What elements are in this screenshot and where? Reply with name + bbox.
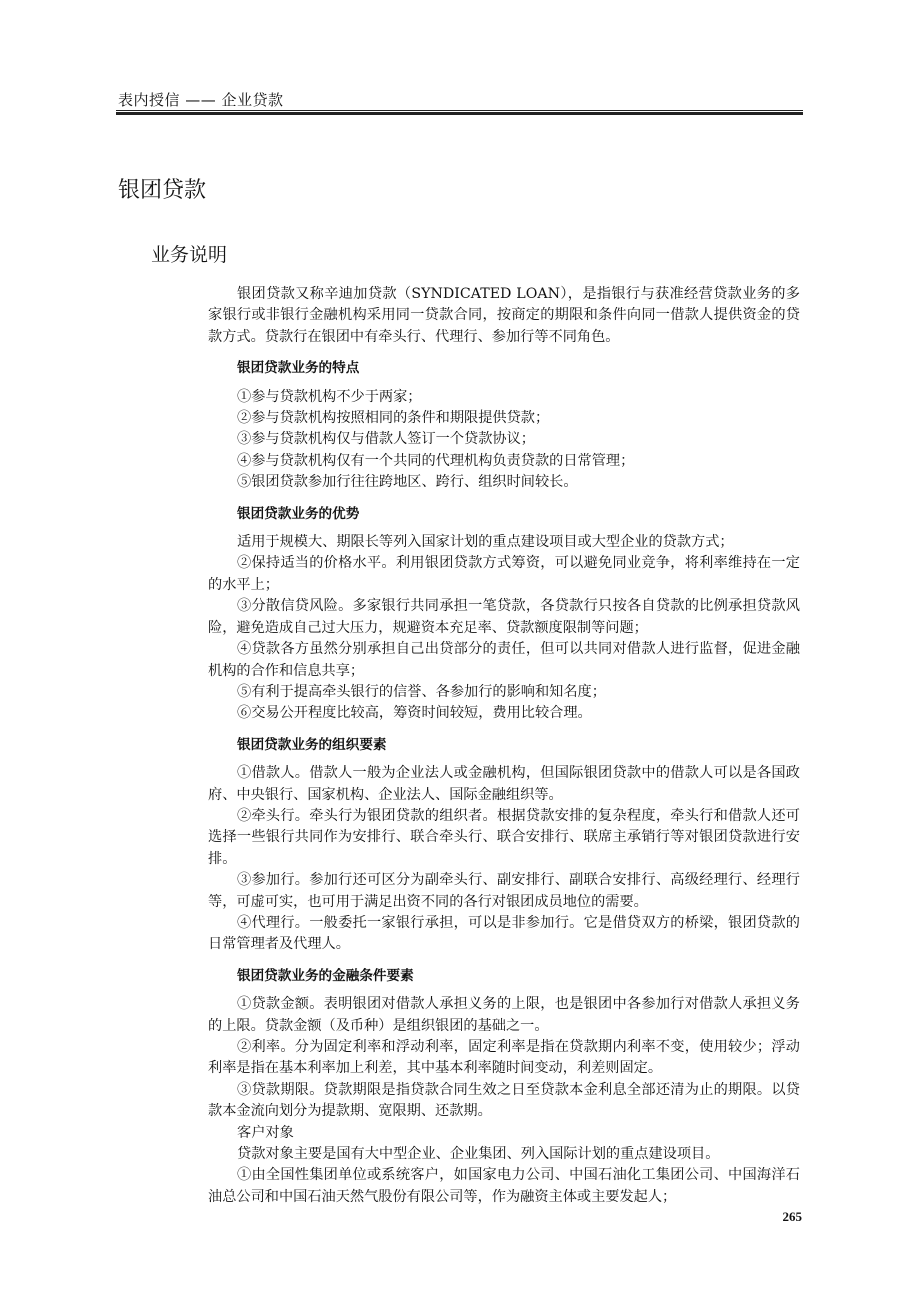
advantage-item: ④贷款各方虽然分别承担自己出贷部分的责任，但可以共同对借款人进行监督，促进金融机构的合作和信息共享；	[208, 641, 800, 679]
features-heading: 银团贷款业务的特点	[237, 360, 360, 377]
body-content	[208, 284, 800, 1208]
organization-item: ①借款人。借款人一般为企业法人或金融机构，但国际银团贷款中的借款人可以是各国政府、中央银行、国家机构、企业法人、国际金融组织等。	[208, 765, 800, 803]
organization-item: ④代理行。一般委托一家银行承担，可以是非参加行。它是借贷双方的桥梁，银团贷款的日常管理者及代理人。	[208, 914, 800, 953]
section-title: 银团贷款	[118, 178, 207, 203]
financial-terms-item: ②利率。分为固定利率和浮动利率，固定利率是指在贷款期内利率不变，使用较少；浮动利率是指在基本利率加上利差，其中基本利率随时间变动，利差则固定。	[208, 1039, 800, 1077]
running-header: 表内授信 —— 企业贷款	[118, 91, 284, 109]
feature-item: ①参与贷款机构不少于两家；	[237, 388, 422, 405]
advantages-heading: 银团贷款业务的优势	[237, 505, 360, 522]
advantage-item: ⑥交易公开程度比较高，筹资时间较短，费用比较合理。	[237, 705, 592, 722]
header-rule-thin	[116, 110, 803, 111]
financial-terms-item: ①贷款金额。表明银团对借款人承担义务的上限，也是银团中各参加行对借款人承担义务的上限。贷款金额（及币种）是组织银团的基础之一。	[208, 996, 800, 1034]
customers-item: ①由全国性集团单位或系统客户，如国家电力公司、中国石油化工集团公司、中国海洋石油总公司和中国石油天然气股份有限公司等，作为融资主体或主要发起人；	[208, 1167, 800, 1205]
organization-item: ②牵头行。牵头行为银团贷款的组织者。根据贷款安排的复杂程度，牵头行和借款人还可选择一些银行共同作为安排行、联合牵头行、联合安排行、联席主承销行等对银团贷款进行安排。	[208, 807, 800, 867]
organization-heading: 银团贷款业务的组织要素	[237, 736, 387, 753]
intro-paragraph: 银团贷款又称辛迪加贷款（SYNDICATED LOAN），是指银行与获准经营贷款业务的多家银行或非银行金融机构采用同一贷款合同，按商定的期限和条件向同一借款人提供资金的贷款方式。贷款行在银团中有牵头行、代理行、参加行等不同角色。	[208, 286, 800, 345]
sub-title: 业务说明	[151, 244, 228, 266]
advantage-item: ②保持适当的价格水平。利用银团贷款方式筹资，可以避免同业竞争，将利率维持在一定的水平上；	[208, 555, 800, 593]
financial-terms-heading: 银团贷款业务的金融条件要素	[237, 967, 414, 984]
feature-item: ④参与贷款机构仅有一个共同的代理机构负责贷款的日常管理；	[237, 452, 635, 469]
financial-terms-item: ③贷款期限。贷款期限是指贷款合同生效之日至贷款本金利息全部还清为止的期限。以贷款本金流向划分为提款期、宽限期、还款期。	[208, 1081, 800, 1120]
organization-item: ③参加行。参加行还可区分为副牵头行、副安排行、副联合安排行、高级经理行、经理行等，可虚可实，也可用于满足出资不同的各行对银团成员地位的需要。	[208, 872, 800, 910]
header-rule-thick	[116, 112, 803, 115]
feature-item: ②参与贷款机构按照相同的条件和期限提供贷款；	[237, 410, 550, 427]
advantage-item: ③分散信贷风险。多家银行共同承担一笔贷款，各贷款行只按各自贷款的比例承担贷款风险，避免造成自己过大压力，规避资本充足率、贷款额度限制等问题；	[208, 598, 800, 636]
customers-heading: 客户对象	[237, 1124, 294, 1141]
feature-item: ③参与贷款机构仅与借款人签订一个贷款协议；	[237, 431, 535, 448]
advantage-item: ⑤有利于提高牵头银行的信誉、各参加行的影响和知名度；	[237, 683, 606, 700]
customers-item: 贷款对象主要是国有大中型企业、企业集团、列入国际计划的重点建设项目。	[237, 1146, 720, 1163]
feature-item: ⑤银团贷款参加行往往跨地区、跨行、组织时间较长。	[237, 474, 578, 491]
page-number: 265	[782, 1209, 802, 1224]
advantage-item: 适用于规模大、期限长等列入国家计划的重点建设项目或大型企业的贷款方式；	[237, 534, 734, 551]
